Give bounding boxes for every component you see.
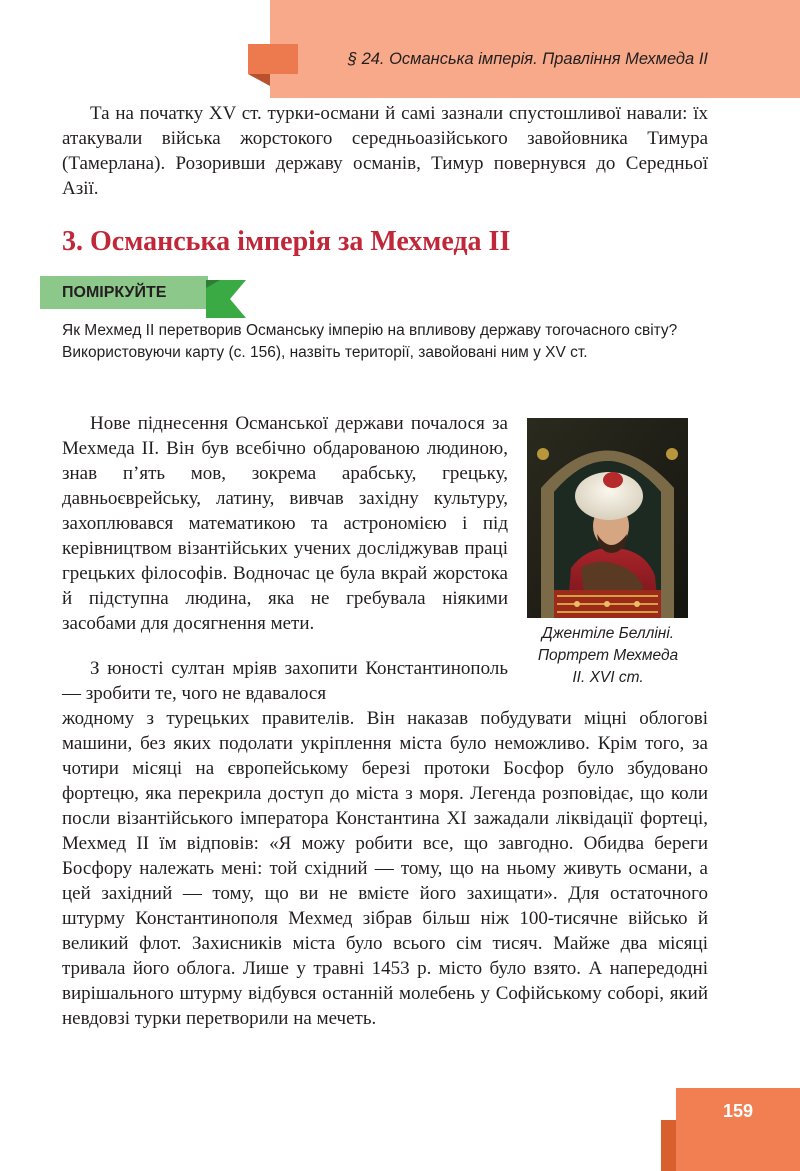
header-bookmark-tab (248, 44, 298, 74)
body-paragraph-2-start: З юності султан мріяв захопити Константинополь — зробити те, чого не вдавалося (62, 658, 508, 704)
portrait-image (527, 418, 688, 618)
think-flag-icon (206, 280, 246, 318)
caption-line-1: Джентіле Белліні. (541, 625, 675, 642)
running-header-title: § 24. Османська імперія. Правління Мехмеда ІІ (347, 50, 708, 68)
page-number-stripe (661, 1120, 676, 1171)
body-paragraph-1: Нове піднесення Османської держави почалося за Мехмеда ІІ. Він був всебічно обдарованою людиною, знав п’ять мов, зокрема арабську, грецьку, давньоєврейську, латину, вивчав західну культуру, захоплювався математикою та астрономією і під керівництвом візантійських учених досліджував праці грецьких філософів. Водночас це була вкрай жорстока й підступна людина, яка не гребувала ніякими засобами для досягнення мети. (62, 413, 508, 634)
body-paragraph-2-continued: жодному з турецьких правителів. Він наказав побудувати міцні облогові машини, без яких подолати укріплення міста було неможливо. Крім того, за чотири місяці на європейському березі протоки Босфор було збудовано фортецю, яка перекрила доступ до міста з моря. Легенда розповідає, що коли посли візантійського імператора Константина XI зажадали ліквідації фортеці, Мехмед ІІ їм відповів: «Я можу робити все, що завгодно. Обидва береги Босфору належать мені: той східний — тому, що на ньому живуть османи, а цей західний — тому, що ви не вмієте його захищати». Для остаточного штурму Константинополя Мехмед зібрав більш ніж 100-тисячне військо й великий флот. Захисників міста було всього сім тисяч. Майже два місяці тривала його облога. Лише у травні 1453 р. місто було взято. А напередодні вирішального штурму відбувся останній молебень у Софійському соборі, який невдовзі турки перетворили на мечеть. (62, 708, 708, 1029)
section-heading: 3. Османська імперія за Мехмеда ІІ (62, 226, 511, 257)
intro-paragraph: Та на початку XV ст. турки-османи й самі зазнали спустошливої навали: їх атакували війська жорстокого середньоазійського завойовника Тимура (Тамерлана). Розоривши державу османів, Тимур повернувся до Середньої Азії. (62, 103, 708, 199)
portrait-caption (515, 623, 701, 689)
caption-line-3: ІІ. XVI ст. (572, 669, 644, 686)
page-number: 159 (722, 1101, 754, 1121)
caption-line-2: Портрет Мехмеда (537, 647, 679, 664)
think-badge: ПОМІРКУЙТЕ (40, 276, 208, 309)
header-bookmark-fold (248, 74, 270, 86)
think-question: Як Мехмед ІІ перетворив Османську імперію на впливову державу тогочасного світу? Використовуючи карту (с. 156), назвіть території, завойовані ним у XV ст. (62, 322, 678, 361)
